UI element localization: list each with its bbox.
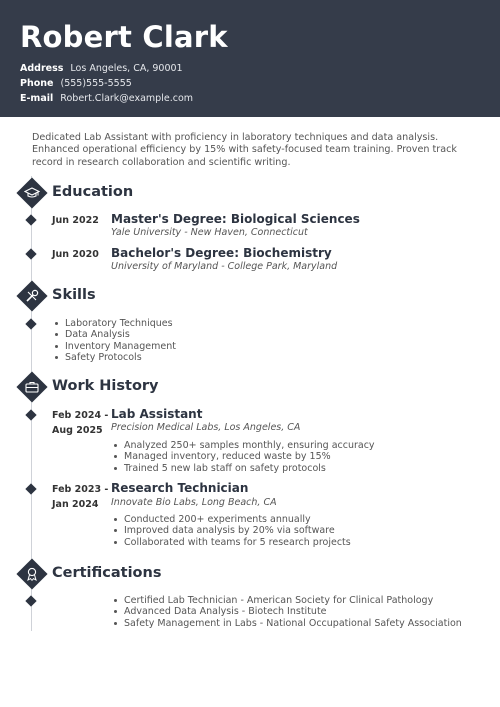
briefcase-icon (16, 371, 47, 402)
email-value[interactable]: Robert.Clark@example.com (60, 93, 194, 104)
education-section-title: Education (52, 184, 134, 200)
tools-icon (16, 280, 47, 311)
job-date-start: Feb 2024 - (52, 410, 109, 421)
resume-header (0, 0, 500, 117)
job-bullet: Conducted 200+ experiments annually (113, 514, 351, 525)
job-date-range (52, 408, 108, 438)
job-bullet: Improved data analysis by 20% via software (113, 525, 351, 536)
timeline-dot (25, 214, 36, 225)
email-line (20, 93, 193, 104)
timeline-dot (25, 318, 36, 329)
certifications-section-title: Certifications (52, 565, 162, 581)
job-company: Precision Medical Labs, Los Angeles, CA (111, 422, 301, 433)
address-label: Address (20, 63, 64, 74)
job-title: Lab Assistant (111, 407, 203, 421)
timeline-dot (25, 409, 36, 420)
skills-section-title: Skills (52, 287, 96, 303)
certification-item: Safety Management in Labs - National Occupational Safety Association (113, 618, 462, 629)
phone-label: Phone (20, 78, 54, 89)
job-bullets (113, 514, 351, 548)
work-history-section-title: Work History (52, 378, 159, 394)
skill-item: Laboratory Techniques (54, 318, 176, 329)
skill-item: Inventory Management (54, 341, 176, 352)
phone-line (20, 78, 132, 89)
graduation-cap-icon (16, 177, 47, 208)
job-bullet: Analyzed 250+ samples monthly, ensuring accuracy (113, 440, 375, 451)
certifications-list (113, 595, 462, 629)
timeline-dot (25, 248, 36, 259)
education-degree: Bachelor's Degree: Biochemistry (111, 246, 332, 260)
education-school: University of Maryland - College Park, Maryland (111, 261, 338, 272)
job-bullet: Trained 5 new lab staff on safety protocols (113, 463, 375, 474)
skills-list (54, 318, 176, 363)
timeline-dot (25, 595, 36, 606)
job-company: Innovate Bio Labs, Long Beach, CA (111, 497, 277, 508)
job-title: Research Technician (111, 481, 249, 495)
skill-item: Safety Protocols (54, 352, 176, 363)
job-date-end: Jan 2024 (52, 499, 99, 510)
address-line (20, 63, 183, 74)
education-date: Jun 2022 (52, 215, 99, 226)
certification-item: Certified Lab Technician - American Society for Clinical Pathology (113, 595, 462, 606)
professional-summary: Dedicated Lab Assistant with proficiency in laboratory techniques and data analysis. Enhanced operational efficiency by 15% with safety-focused team training. Proven track record in research collaboration and scientific writing. (32, 132, 457, 168)
address-value: Los Angeles, CA, 90001 (70, 63, 183, 74)
job-bullet: Collaborated with teams for 5 research projects (113, 537, 351, 548)
award-ribbon-icon (16, 558, 47, 589)
job-date-start: Feb 2023 - (52, 484, 109, 495)
skill-item: Data Analysis (54, 329, 176, 340)
job-bullet: Managed inventory, reduced waste by 15% (113, 451, 375, 462)
job-bullets (113, 440, 375, 474)
email-label: E-mail (20, 93, 54, 104)
certification-item: Advanced Data Analysis - Biotech Institute (113, 606, 462, 617)
timeline-dot (25, 483, 36, 494)
job-date-range (52, 482, 108, 512)
job-date-end: Aug 2025 (52, 425, 103, 436)
education-school: Yale University - New Haven, Connecticut (111, 227, 308, 238)
education-date: Jun 2020 (52, 249, 99, 260)
candidate-name: Robert Clark (20, 20, 228, 54)
education-degree: Master's Degree: Biological Sciences (111, 212, 360, 226)
phone-value: (555)555-5555 (60, 78, 132, 89)
